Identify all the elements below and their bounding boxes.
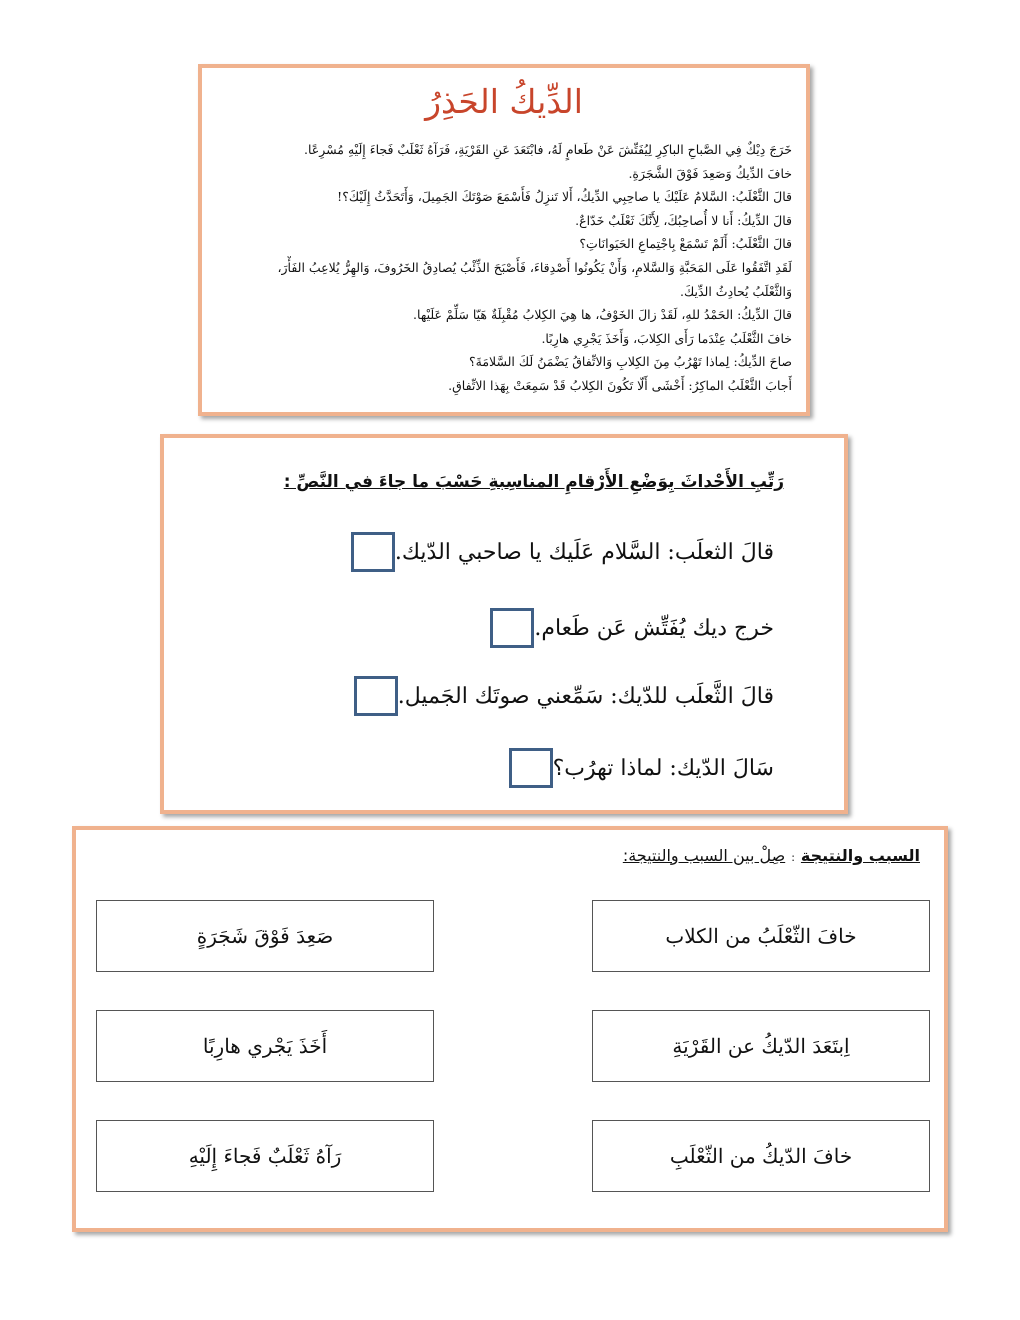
- cause-box[interactable]: خافَ الدّيكُ من الثّعْلَبِ: [592, 1120, 930, 1192]
- cause-box[interactable]: اِبتَعَدَ الدّيكُ عن القَرْيَةِ: [592, 1010, 930, 1082]
- result-box[interactable]: رَآهُ ثَعْلَبٌ فَجاءَ إِلَيْهِ: [96, 1120, 434, 1192]
- order-number-box[interactable]: [354, 676, 398, 716]
- matching-label: السبب والنتيجة: [800, 846, 920, 865]
- story-line: خَرَجَ دِيْكٌ فِي الصَّباحِ الباكِرِ لِيُفَتِّشَ عَنْ طَعامٍ لَهُ، فابْتَعَدَ عَنِ القَرْيَةِ، فَرَآهُ ثَعْلَبٌ فَجاءَ إِلَيْهِ مُسْرِعًا.: [304, 142, 792, 157]
- story-line: لَقَدِ اتَّفَقُوا عَلَى المَحَبَّةِ وَالسَّلامِ، وَأَنْ يَكُونُوا أَصْدِقاءَ، فَأَصْبَحَ الذِّئْبُ يُصادِقُ الخَرُوفَ، وَالهِرُّ يُلاعِبُ الفَأْرَ،: [277, 259, 792, 275]
- matching-instruction: صِلْ بين السبب والنتيجة:: [622, 846, 786, 865]
- cause-box[interactable]: خافَ الثّعْلَبُ من الكلاب: [592, 900, 930, 972]
- story-line: خافَ الدِّيكُ وَصَعِدَ فَوْقَ الشَّجَرَةِ.: [628, 165, 792, 181]
- story-line: قالَ الثَّعْلَبُ: أَلَمْ تَسْمَعْ بِاجْتِماعِ الحَيَوانَاتِ؟: [579, 236, 792, 252]
- ordering-item-text: خرج ديك يُفَتِّش عَن طَعام.: [534, 615, 774, 641]
- story-line: صاحَ الدِّيكُ: لِماذا تَهْرُبُ مِنَ الكِلابِ وَالاتِّفاقُ يَضْمَنُ لَكَ السَّلامَةَ؟: [468, 354, 792, 370]
- ordering-item: [509, 744, 792, 792]
- matching-panel: [72, 826, 948, 1232]
- story-panel: [198, 64, 810, 416]
- matching-heading: [623, 846, 920, 865]
- order-number-box[interactable]: [351, 532, 395, 572]
- story-line: قالَ الثَّعْلَبُ: السَّلامُ عَلَيْكَ يا صاحِبِي الدِّيكُ، أَلا تَنزِلُ فَأَسْمَعَ صَوْتَكَ الجَمِيلَ، وَأَتَحَدَّثُ إِلَيْكَ؟!: [337, 189, 792, 205]
- ordering-panel: [160, 434, 848, 814]
- story-line: خافَ الثَّعْلَبُ عِنْدَما رَأَى الكِلابَ، وَأَخَذَ يَجْرِي هارِبًا.: [541, 330, 792, 346]
- story-title: الدِّيكُ الحَذِرُ: [425, 82, 583, 121]
- order-number-box[interactable]: [490, 608, 534, 648]
- story-line: قالَ الدِّيكُ: أَنا لا أُصاحِبُكَ، لِأَنَّكَ ثَعْلَبٌ خَدّاعٌ.: [575, 212, 792, 228]
- matching-colon: :: [791, 851, 795, 864]
- ordering-item: [354, 672, 792, 720]
- story-line: أَجابَ الثَّعْلَبُ الماكِرُ: أَخْشَى أَلّا تَكُونَ الكِلابُ قَدْ سَمِعَتْ بِهَذا الاتِّفاقِ.: [448, 377, 792, 393]
- story-line: وَالثَّعْلَبُ يُحادِثُ الدِّيكَ.: [680, 283, 792, 299]
- ordering-instruction: رَتِّبِ الأَحْداثَ بِوَضْعِ الأَرْقامِ المناسِبةِ حَسْبَ ما جاءَ في النَّصِّ :: [283, 472, 784, 492]
- order-number-box[interactable]: [509, 748, 553, 788]
- ordering-item-text: قالَ الثَّعلَب للدّيك: سَمِّعني صوتَك الجَميل.: [397, 683, 774, 709]
- ordering-item: [351, 528, 792, 576]
- result-box[interactable]: أَخَذَ يَجْري هارِبًا: [96, 1010, 434, 1082]
- result-box[interactable]: صَعِدَ فَوْقَ شَجَرَةٍ: [96, 900, 434, 972]
- ordering-item: [490, 604, 792, 652]
- story-line: قالَ الدِّيكُ: الحَمْدُ للهِ، لَقَدْ زالَ الخَوْفُ، ها هِيَ الكِلابُ مُقْبِلَةٌ هَيّا سَلِّمْ عَلَيْها.: [413, 307, 792, 323]
- ordering-item-text: قالَ الثعلَب: السَّلام عَلَيك يا صاحبي الدّيك.: [394, 539, 774, 565]
- story-text: [210, 138, 792, 398]
- ordering-item-text: سَالَ الدّيك: لماذا تهرُب؟: [552, 755, 774, 781]
